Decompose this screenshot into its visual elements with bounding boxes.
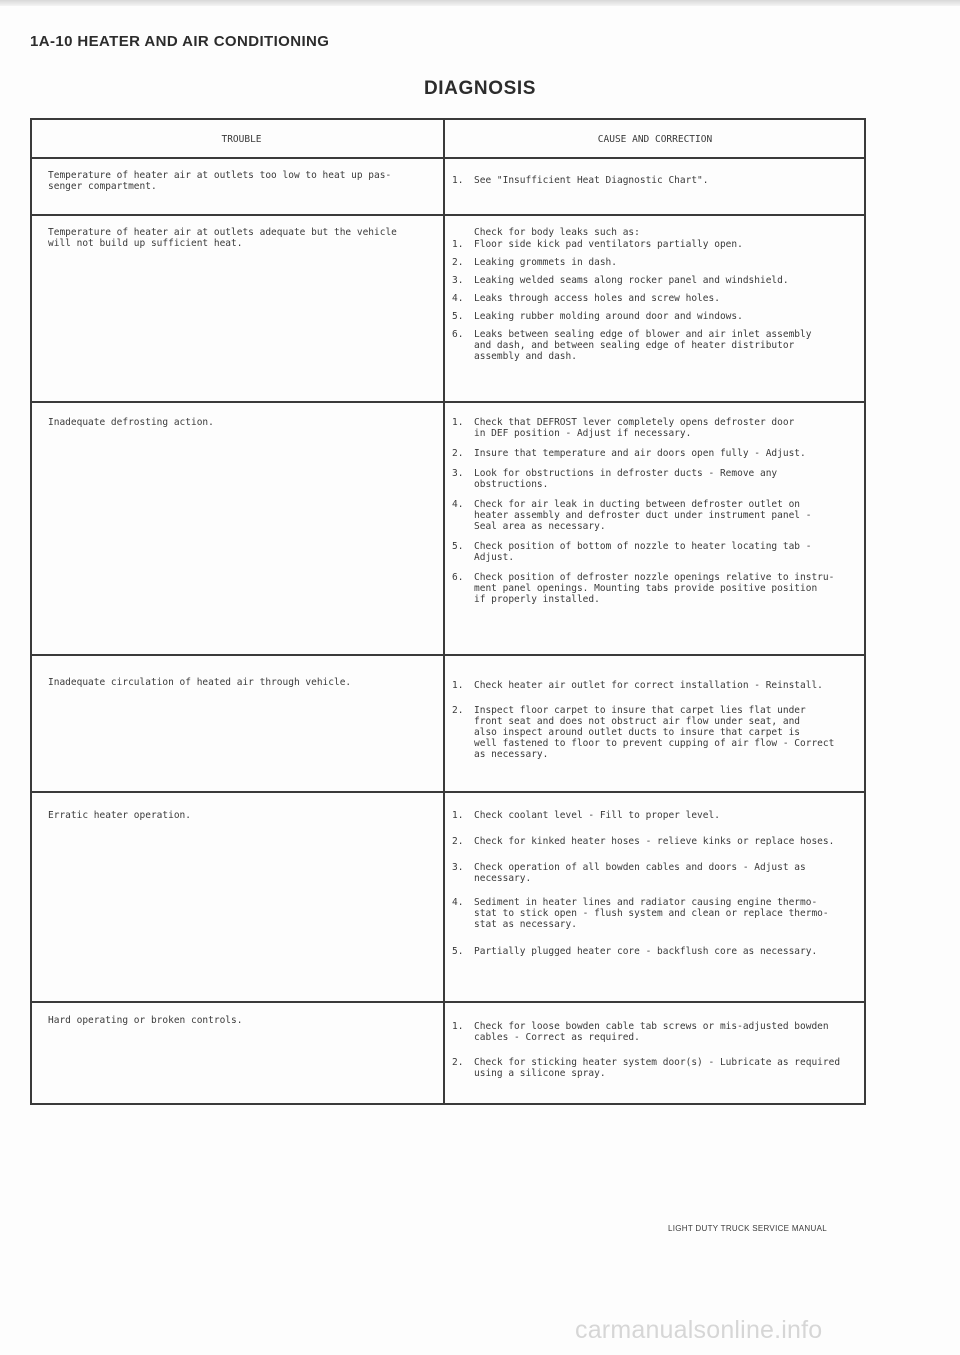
item-number: 2. (452, 705, 464, 716)
item-text: Check for sticking heater system door(s) - Lubricate as required using a silicone spray. (474, 1057, 841, 1079)
list-item (452, 293, 858, 304)
list-item (452, 175, 858, 186)
trouble-text: Temperature of heater air at outlets adequate but the vehicle will not build up sufficient heat. (32, 216, 445, 401)
item-text: Partially plugged heater core - backflush core as necessary. (474, 946, 818, 957)
item-text: Check for kinked heater hoses - relieve kinks or replace hoses. (474, 836, 835, 847)
item-text: Check heater air outlet for correct installation - Reinstall. (474, 680, 823, 691)
list-item (452, 572, 858, 605)
item-text: Leaking rubber molding around door and windows. (474, 311, 743, 322)
item-number: 4. (452, 499, 464, 510)
item-text: Inspect floor carpet to insure that carpet lies flat under front seat and does not obstruct air flow under seat, and also inspect around outlet ducts to insure that carpet is well fastened to floor to prevent cupping of air flow - Correct as necessary. (474, 705, 835, 760)
list-item (452, 417, 858, 439)
page-title: DIAGNOSIS (423, 78, 537, 99)
trouble-text: Temperature of heater air at outlets too low to heat up pas- senger compartment. (32, 159, 445, 214)
list-item (452, 836, 858, 847)
item-number: 3. (452, 468, 464, 479)
list-item (452, 1057, 858, 1079)
list-item (452, 239, 858, 250)
trouble-text: Inadequate circulation of heated air through vehicle. (32, 656, 445, 791)
cause-intro: Check for body leaks such as: (474, 227, 640, 238)
list-item (452, 329, 858, 362)
list-item (452, 311, 858, 322)
item-text: Leaking grommets in dash. (474, 257, 617, 268)
table-header-row (32, 120, 864, 157)
item-number: 5. (452, 541, 464, 552)
cause-cell (445, 159, 864, 214)
item-text: Check operation of all bowden cables and doors - Adjust as necessary. (474, 862, 806, 884)
item-text: Floor side kick pad ventilators partially open. (474, 239, 743, 250)
item-text: Check position of defroster nozzle openings relative to instru- ment panel openings. Mounting tabs provide positive position if properly installed. (474, 572, 835, 605)
item-text: Look for obstructions in defroster ducts - Remove any obstructions. (474, 468, 778, 490)
item-text: Check position of bottom of nozzle to heater locating tab - Adjust. (474, 541, 812, 563)
list-item (452, 862, 858, 884)
item-number: 2. (452, 1057, 464, 1068)
item-text: Leaking welded seams along rocker panel and windshield. (474, 275, 789, 286)
item-number: 1. (452, 1021, 464, 1032)
item-number: 4. (452, 897, 464, 908)
list-item (452, 705, 858, 760)
table-row (32, 654, 864, 791)
list-item (452, 257, 858, 268)
list-item (452, 1021, 858, 1043)
table-row (32, 157, 864, 214)
item-number: 3. (452, 275, 464, 286)
list-item (452, 810, 858, 821)
item-number: 5. (452, 311, 464, 322)
list-item (452, 946, 858, 957)
item-text: Leaks between sealing edge of blower and air inlet assembly and dash, and between sealing edge of heater distributor assembly and dash. (474, 329, 812, 362)
watermark: carmanualsonline.info (575, 1316, 823, 1344)
item-text: See "Insufficient Heat Diagnostic Chart". (474, 175, 709, 186)
cause-column-header: CAUSE AND CORRECTION (597, 134, 713, 145)
item-number: 4. (452, 293, 464, 304)
item-text: Check for loose bowden cable tab screws or mis-adjusted bowden cables - Correct as required. (474, 1021, 829, 1043)
cause-cell (445, 403, 864, 654)
item-number: 1. (452, 680, 464, 691)
list-item (452, 680, 858, 691)
item-text: Check that DEFROST lever completely opens defroster door in DEF position - Adjust if necessary. (474, 417, 795, 439)
trouble-text: Erratic heater operation. (32, 793, 445, 1001)
trouble-text: Hard operating or broken controls. (32, 1003, 445, 1103)
item-text: Sediment in heater lines and radiator causing engine thermo- stat to stick open - flush system and clean or replace thermo- stat as necessary. (474, 897, 829, 930)
table-row (32, 791, 864, 1001)
item-number: 2. (452, 836, 464, 847)
list-item (452, 499, 858, 532)
cause-cell (445, 216, 864, 401)
item-number: 6. (452, 329, 464, 340)
item-number: 1. (452, 239, 464, 250)
item-number: 2. (452, 257, 464, 268)
table-row (32, 214, 864, 401)
item-number: 5. (452, 946, 464, 957)
list-item (452, 468, 858, 490)
section-header: 1A-10 HEATER AND AIR CONDITIONING (30, 33, 330, 50)
list-item (452, 541, 858, 563)
item-number: 6. (452, 572, 464, 583)
item-text: Check for air leak in ducting between defroster outlet on heater assembly and defroster duct under instrument panel - Seal area as necessary. (474, 499, 812, 532)
top-rule (0, 0, 960, 6)
item-number: 3. (452, 862, 464, 873)
cause-cell (445, 656, 864, 791)
item-number: 1. (452, 417, 464, 428)
cause-cell (445, 1003, 864, 1103)
list-item (452, 275, 858, 286)
table-row (32, 401, 864, 654)
trouble-column-header: TROUBLE (32, 120, 445, 157)
item-text: Insure that temperature and air doors open fully - Adjust. (474, 448, 806, 459)
cause-cell (445, 793, 864, 1001)
item-text: Leaks through access holes and screw holes. (474, 293, 720, 304)
table-row (32, 1001, 864, 1103)
manual-footer: LIGHT DUTY TRUCK SERVICE MANUAL (668, 1224, 827, 1233)
item-text: Check coolant level - Fill to proper level. (474, 810, 720, 821)
diagnosis-table (30, 118, 866, 1105)
item-number: 1. (452, 175, 464, 186)
trouble-text: Inadequate defrosting action. (32, 403, 445, 654)
list-item (452, 897, 858, 930)
item-number: 2. (452, 448, 464, 459)
list-item (452, 448, 858, 459)
item-number: 1. (452, 810, 464, 821)
